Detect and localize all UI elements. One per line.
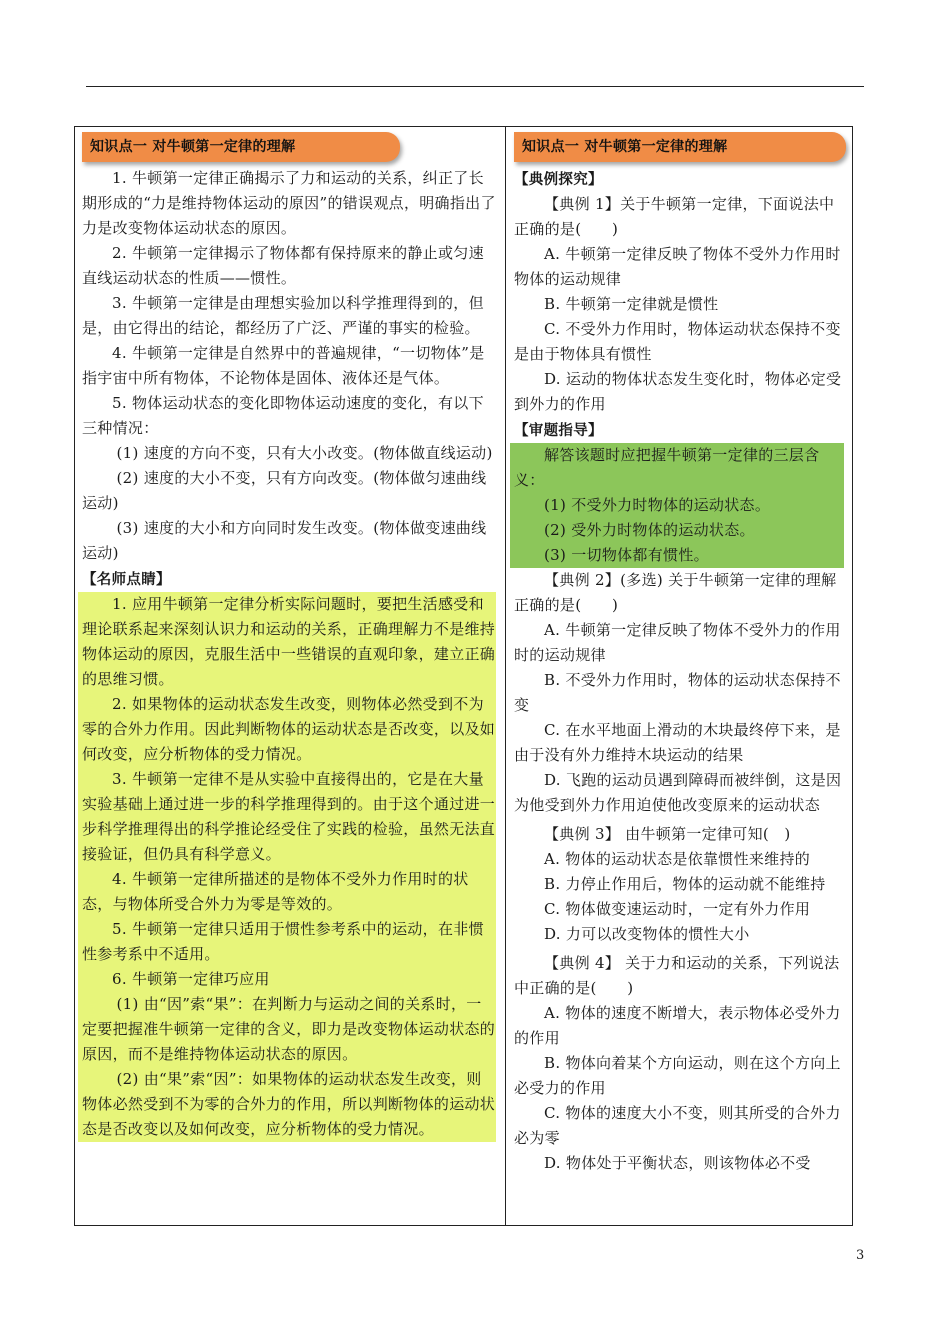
- case-3: (3) 速度的大小和方向同时发生改变。(物体做变速曲线运动): [82, 519, 487, 562]
- point-1: 1. 牛顿第一定律正确揭示了力和运动的关系，纠正了长期形成的“力是维持物体运动的原因”的错误观点，明确指出了力是改变物体运动状态的原因。: [82, 169, 496, 237]
- tip-4: 4. 牛顿第一定律所描述的是物体不受外力作用时的状态，与物体所受合外力为零是等效的。: [82, 870, 469, 913]
- point-2: 2. 牛顿第一定律揭示了物体都有保持原来的静止或匀速直线运动状态的性质——惯性。: [82, 244, 484, 287]
- guide-item-1: (1) 不受外力时物体的运动状态。: [544, 496, 771, 514]
- guide-block: [510, 443, 844, 568]
- guide-item-2: (2) 受外力时物体的运动状态。: [544, 521, 755, 539]
- tip-2: 2. 如果物体的运动状态发生改变，则物体必然受到不为零的合外力作用。因此判断物体的运动状态是否改变，以及如何改变，应分析物体的受力情况。: [82, 695, 496, 763]
- example-1-option-c: C. 不受外力作用时，物体运动状态保持不变是由于物体具有惯性: [514, 320, 841, 363]
- case-2: (2) 速度的大小不变，只有方向改变。(物体做匀速曲线运动): [82, 469, 487, 512]
- point-5: 5. 物体运动状态的变化即物体运动速度的变化，有以下三种情况：: [82, 394, 484, 437]
- example-4-option-c: C. 物体的速度大小不变，则其所受的合外力必为零: [514, 1104, 841, 1147]
- tip-3: 3. 牛顿第一定律不是从实验中直接得出的，它是在大量实验基础上通过进一步的科学推理得到的。由于这个通过进一步科学推理得出的科学推论经受住了实践的检验，虽然无法直接验证，但仍具有科学意义。: [82, 770, 496, 863]
- page-number: 3: [856, 1248, 865, 1263]
- tip-1: 1. 应用牛顿第一定律分析实际问题时，要把生活感受和理论联系起来深刻认识力和运动的关系，正确理解力不是维持物体运动的原因，克服生活中一些错误的直观印象，建立正确的思维习惯。: [82, 595, 496, 688]
- example-1-option-a: A. 牛顿第一定律反映了物体不受外力作用时物体的运动规律: [514, 245, 841, 288]
- example-3-stem: 【典例 3】 由牛顿第一定律可知( ): [544, 825, 791, 843]
- header-rule: [86, 86, 864, 87]
- example-2-option-c: C. 在水平地面上滑动的木块最终停下来，是由于没有外力维持木块运动的结果: [514, 721, 841, 764]
- teacher-tips-block: [78, 592, 496, 1142]
- point-4: 4. 牛顿第一定律是自然界中的普遍规律，“一切物体”是指宇宙中所有物体，不论物体是固体、液体还是气体。: [82, 344, 485, 387]
- right-section-banner: 知识点一 对牛顿第一定律的理解: [514, 132, 846, 162]
- example-2-option-b: B. 不受外力作用时，物体的运动状态保持不变: [514, 671, 841, 714]
- guide-item-3: (3) 一切物体都有惯性。: [544, 546, 709, 564]
- guide-heading: 【审题指导】: [514, 423, 603, 439]
- column-divider: [505, 126, 506, 1226]
- example-1-stem: 【典例 1】关于牛顿第一定律，下面说法中正确的是( ): [514, 195, 835, 238]
- left-section-banner: 知识点一 对牛顿第一定律的理解: [82, 132, 400, 162]
- trick-2: (2) 由“果”索“因”：如果物体的运动状态发生改变，则物体必然受到不为零的合外力的作用，所以判断物体的运动状态是否改变以及如何改变，应分析物体的受力情况。: [82, 1070, 496, 1138]
- example-4-option-a: A. 物体的速度不断增大，表示物体必受外力的作用: [514, 1004, 841, 1047]
- example-4-stem: 【典例 4】 关于力和运动的关系，下列说法中正确的是( ): [514, 954, 840, 997]
- examples-heading: 【典例探究】: [514, 172, 603, 188]
- example-3-option-c: C. 物体做变速运动时，一定有外力作用: [544, 900, 811, 918]
- example-1-option-b: B. 牛顿第一定律就是惯性: [544, 295, 719, 313]
- example-4-option-d: D. 物体处于平衡状态，则该物体必不受: [544, 1154, 811, 1172]
- guide-intro: 解答该题时应把握牛顿第一定律的三层含义：: [514, 446, 820, 489]
- tip-6: 6. 牛顿第一定律巧应用: [112, 970, 270, 988]
- example-3-option-d: D. 力可以改变物体的惯性大小: [544, 925, 750, 943]
- example-2-option-d: D. 飞跑的运动员遇到障碍而被绊倒，这是因为他受到外力作用迫使他改变原来的运动状态: [514, 771, 842, 814]
- example-3-option-a: A. 物体的运动状态是依靠惯性来维持的: [544, 850, 811, 868]
- case-1: (1) 速度的方向不变，只有大小改变。(物体做直线运动): [116, 444, 493, 462]
- trick-1: (1) 由“因”索“果”：在判断力与运动之间的关系时，一定要把握准牛顿第一定律的含义，即力是改变物体运动状态的原因，而不是维持物体运动状态的原因。: [82, 995, 496, 1063]
- example-2-option-a: A. 牛顿第一定律反映了物体不受外力的作用时的运动规律: [514, 621, 841, 664]
- example-2-stem: 【典例 2】(多选) 关于牛顿第一定律的理解正确的是( ): [514, 571, 837, 614]
- left-column: [82, 132, 496, 1142]
- point-3: 3. 牛顿第一定律是由理想实验加以科学推理得到的，但是，由它得出的结论，都经历了广泛、严谨的事实的检验。: [82, 294, 484, 337]
- tip-5: 5. 牛顿第一定律只适用于惯性参考系中的运动，在非惯性参考系中不适用。: [82, 920, 484, 963]
- teacher-tips-heading: 【名师点睛】: [82, 572, 171, 588]
- example-3-option-b: B. 力停止作用后，物体的运动就不能维持: [544, 875, 826, 893]
- example-4-option-b: B. 物体向着某个方向运动，则在这个方向上必受力的作用: [514, 1054, 841, 1097]
- right-column: [514, 132, 844, 1176]
- example-1-option-d: D. 运动的物体状态发生变化时，物体必定受到外力的作用: [514, 370, 842, 413]
